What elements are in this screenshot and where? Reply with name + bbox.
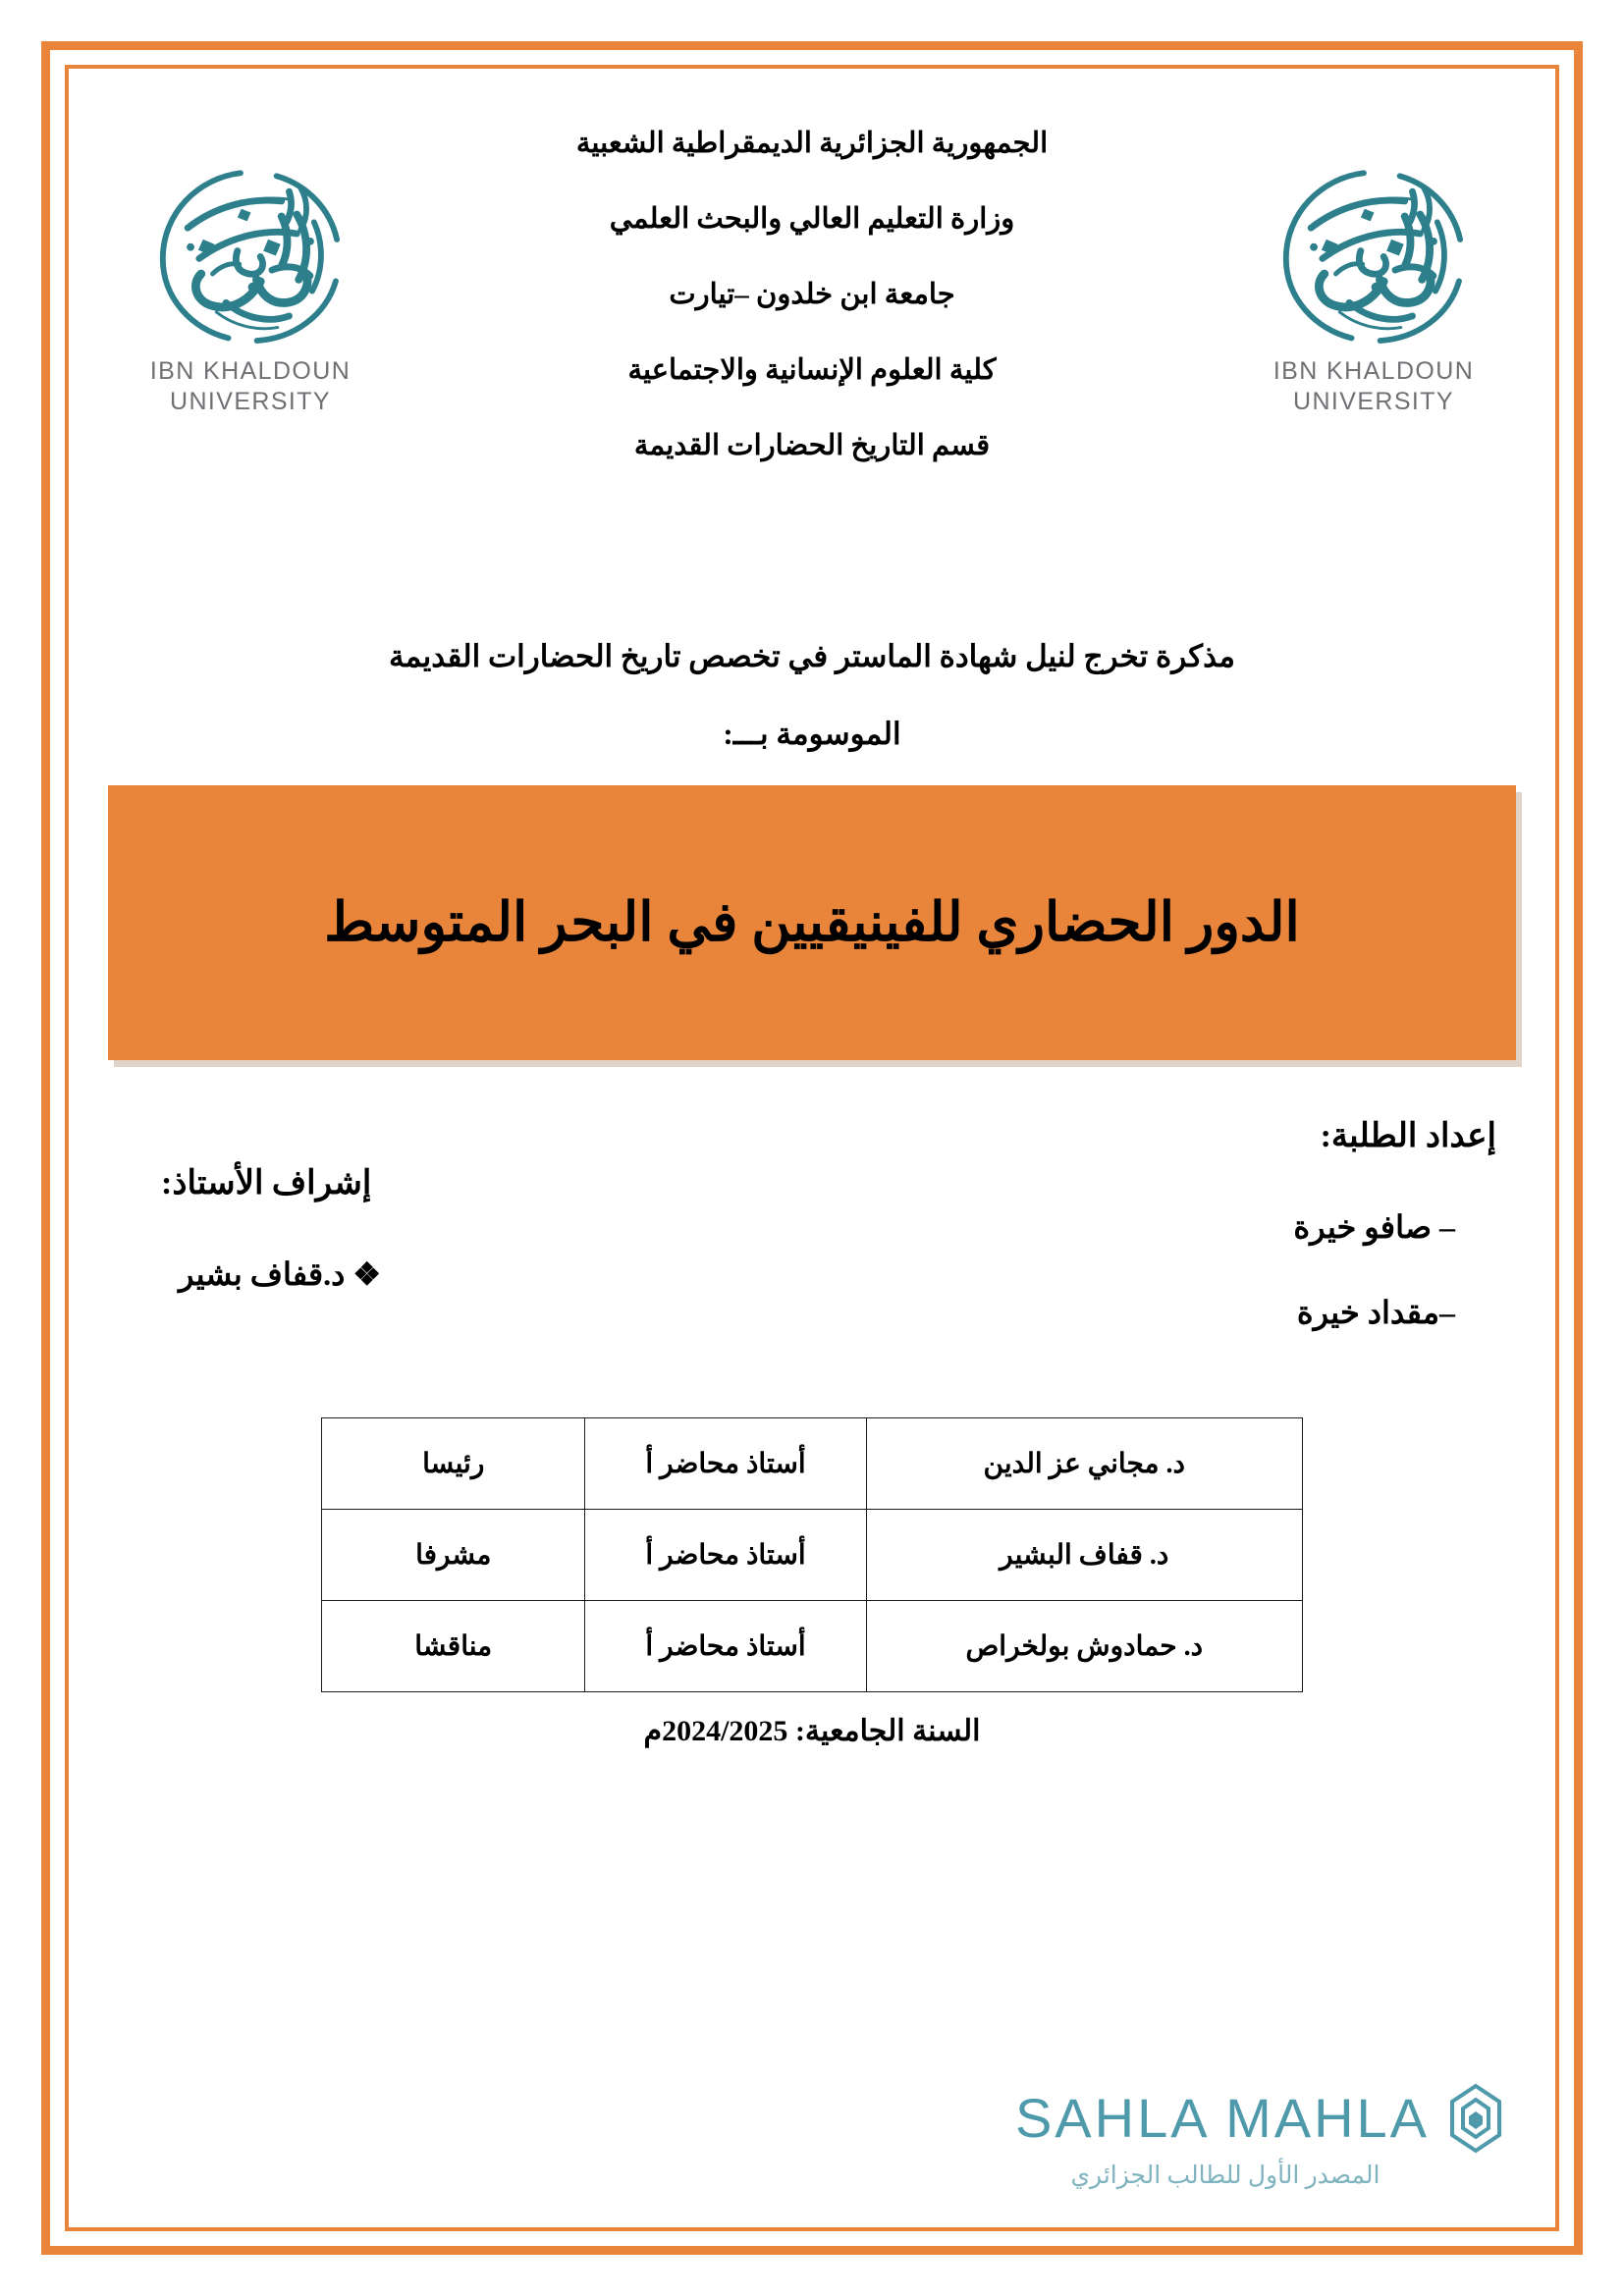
ibn-khaldoun-logo-icon <box>1269 159 1480 350</box>
watermark-brand-row <box>1015 2082 1506 2155</box>
sahla-mahla-diamond-icon <box>1445 2082 1506 2155</box>
page-header <box>98 98 1526 510</box>
logo-english-line-2: UNIVERSITY <box>169 387 332 415</box>
logo-english-line-1: IBN KHALDOUN <box>149 357 352 385</box>
students-label: إعداد الطلبة: <box>1320 1118 1496 1155</box>
thesis-degree-statement: مذكرة تخرج لنيل شهادة الماستر في تخصص تاريخ الحضارات القديمة <box>389 639 1235 673</box>
committee-member-rank: أستاذ محاضر أ <box>585 1418 866 1510</box>
student-name-2: –مقداد خيرة <box>1296 1294 1455 1330</box>
committee-member-rank: أستاذ محاضر أ <box>585 1601 866 1692</box>
committee-member-name: د. حمادوش بولخراص <box>866 1601 1302 1692</box>
ibn-khaldoun-logo-icon <box>145 159 356 350</box>
committee-member-name: د. قفاف البشير <box>866 1510 1302 1601</box>
committee-table <box>321 1417 1303 1692</box>
committee-member-role: مشرفا <box>322 1510 585 1601</box>
committee-member-rank: أستاذ محاضر أ <box>585 1510 866 1601</box>
supervisor-name-1: ❖ د.قفاف بشير <box>179 1256 382 1293</box>
thesis-title-box <box>108 785 1516 1060</box>
academic-year: السنة الجامعية: 2024/2025م <box>643 1715 981 1748</box>
student-name-1: – صافو خيرة <box>1293 1209 1455 1246</box>
thesis-statement-block <box>98 638 1526 752</box>
committee-member-name: د. مجاني عز الدين <box>866 1418 1302 1510</box>
institution-line-university: جامعة ابن خلدون –تيارت <box>669 279 955 310</box>
table-row <box>322 1418 1303 1510</box>
committee-member-role: مناقشا <box>322 1601 585 1692</box>
supervisor-block <box>137 1164 530 1340</box>
watermark-brand-text: SAHLA MAHLA <box>1014 2087 1430 2149</box>
thesis-title-wrapper <box>98 785 1526 1060</box>
watermark-tagline: المصدر الأول للطالب الجزائري <box>1070 2163 1380 2189</box>
institution-line-department: قسم التاريخ الحضارات القديمة <box>633 430 991 461</box>
table-row <box>322 1510 1303 1601</box>
site-watermark <box>1015 2082 1506 2190</box>
institution-header-lines <box>389 130 1235 507</box>
university-logo-left <box>108 159 393 416</box>
page-title: الدور الحضاري للفينيقيين في البحر المتوسط <box>324 892 1300 952</box>
institution-line-faculty: كلية العلوم الإنسانية والاجتماعية <box>627 354 997 386</box>
people-section <box>98 1117 1526 1402</box>
logo-english-line-2: UNIVERSITY <box>1292 387 1455 415</box>
institution-line-republic: الجمهورية الجزائرية الديمقراطية الشعبية <box>575 128 1049 159</box>
page-content <box>98 98 1526 2198</box>
committee-member-role: رئيسا <box>322 1418 585 1510</box>
supervisor-label: إشراف الأستاذ: <box>161 1165 372 1202</box>
thesis-titled-as-label: الموسومة بـــ: <box>723 717 901 752</box>
logo-english-line-1: IBN KHALDOUN <box>1272 357 1475 385</box>
table-row <box>322 1601 1303 1692</box>
students-block <box>1074 1117 1496 1378</box>
university-logo-right <box>1231 159 1516 416</box>
institution-line-ministry: وزارة التعليم العالي والبحث العلمي <box>609 203 1015 235</box>
